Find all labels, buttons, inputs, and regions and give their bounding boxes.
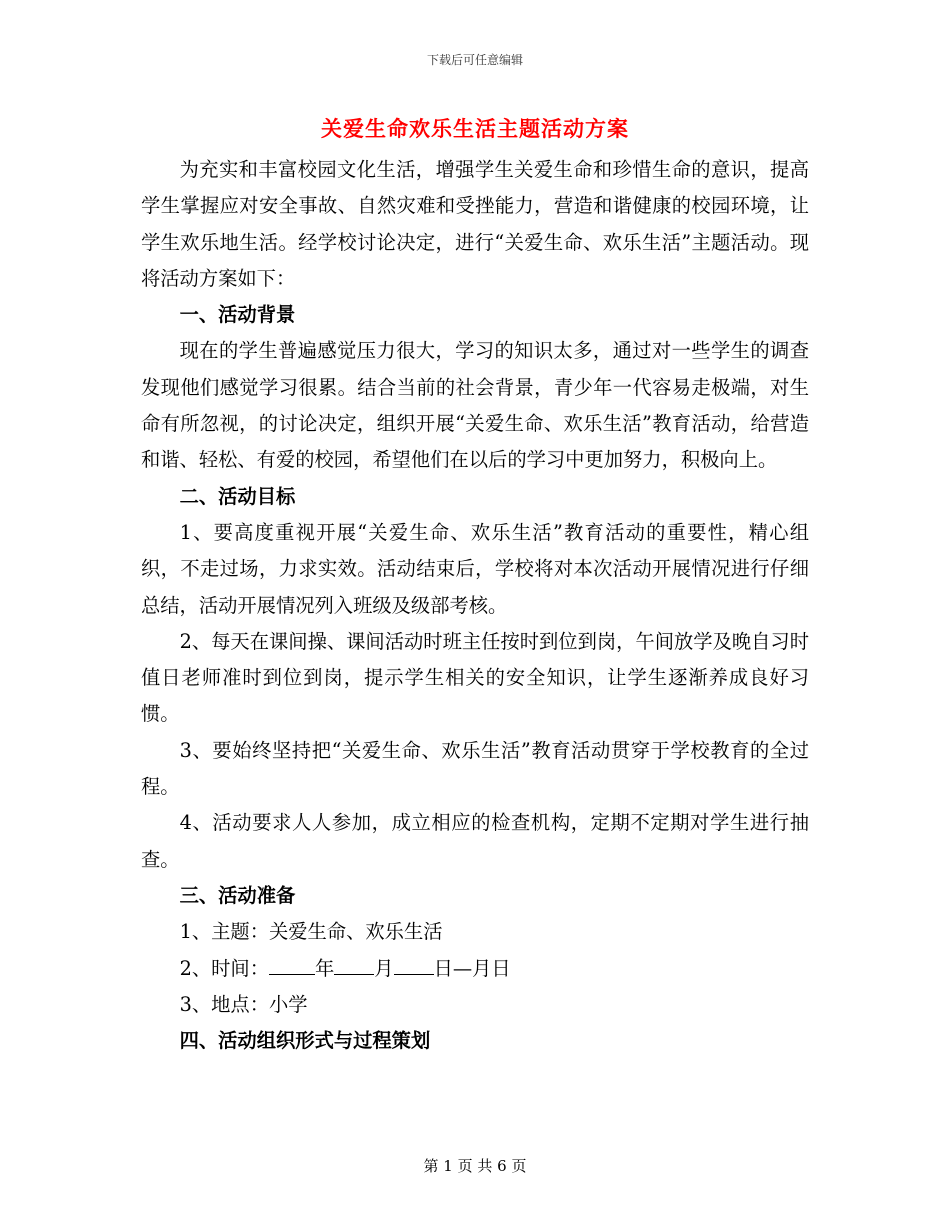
goal-item-4: 4、活动要求人人参加，成立相应的检查机构，定期不定期对学生进行抽查。	[141, 811, 809, 871]
prep-theme: 1、主题：关爱生命、欢乐生活	[179, 920, 443, 944]
intro-paragraph: 为充实和丰富校园文化生活，增强学生关爱生命和珍惜生命的意识，提高学生掌握应对安全事故、自然灾难和受挫能力，营造和谐健康的校园环境，让学生欢乐地生活。经学校讨论决定，进行“关爱生命、欢乐生活”主题活动。现将活动方案如下：	[141, 158, 809, 290]
background-paragraph: 现在的学生普遍感觉压力很大，学习的知识太多，通过对一些学生的调查发现他们感觉学习很累。结合当前的社会背景，青少年一代容易走极端，对生命有所忽视，的讨论决定，组织开展“关爱生命、欢乐生活”教育活动，给营造和谐、轻松、有爱的校园，希望他们在以后的学习中更加努力，积极向上。	[141, 339, 809, 472]
blank-line	[334, 952, 374, 975]
prep-time-day-range: 日—月日	[433, 956, 511, 980]
goal-item-3: 3、要始终坚持把“关爱生命、欢乐生活”教育活动贯穿于学校教育的全过程。	[141, 738, 809, 799]
section-heading-preparation: 三、活动准备	[179, 883, 296, 907]
prep-place: 3、地点：小学	[179, 992, 308, 1016]
prep-time-label: 2、时间：	[179, 956, 269, 980]
blank-line	[269, 952, 315, 975]
prep-time-month: 月	[374, 956, 394, 980]
document-title: 关爱生命欢乐生活主题活动方案	[321, 116, 629, 141]
page-footer: 第 1 页 共 6 页	[423, 1157, 527, 1175]
goal-item-1: 1、要高度重视开展“关爱生命、欢乐生活”教育活动的重要性，精心组织，不走过场，力求实效。活动结束后，学校将对本次活动开展情况进行仔细总结，活动开展情况列入班级及级部考核。	[141, 520, 809, 617]
prep-time-year: 年	[315, 956, 335, 980]
section-heading-background: 一、活动背景	[179, 303, 296, 327]
document-body	[141, 152, 809, 1059]
section-heading-organization: 四、活动组织形式与过程策划	[179, 1029, 431, 1053]
section-heading-goals: 二、活动目标	[179, 484, 296, 508]
page-header-note: 下载后可任意编辑	[426, 53, 523, 67]
prep-time	[141, 951, 809, 987]
goal-item-2: 2、每天在课间操、课间活动时班主任按时到位到岗，午间放学及晚自习时值日老师准时到位到岗，提示学生相关的安全知识，让学生逐渐养成良好习惯。	[141, 629, 809, 726]
blank-line	[394, 952, 434, 975]
